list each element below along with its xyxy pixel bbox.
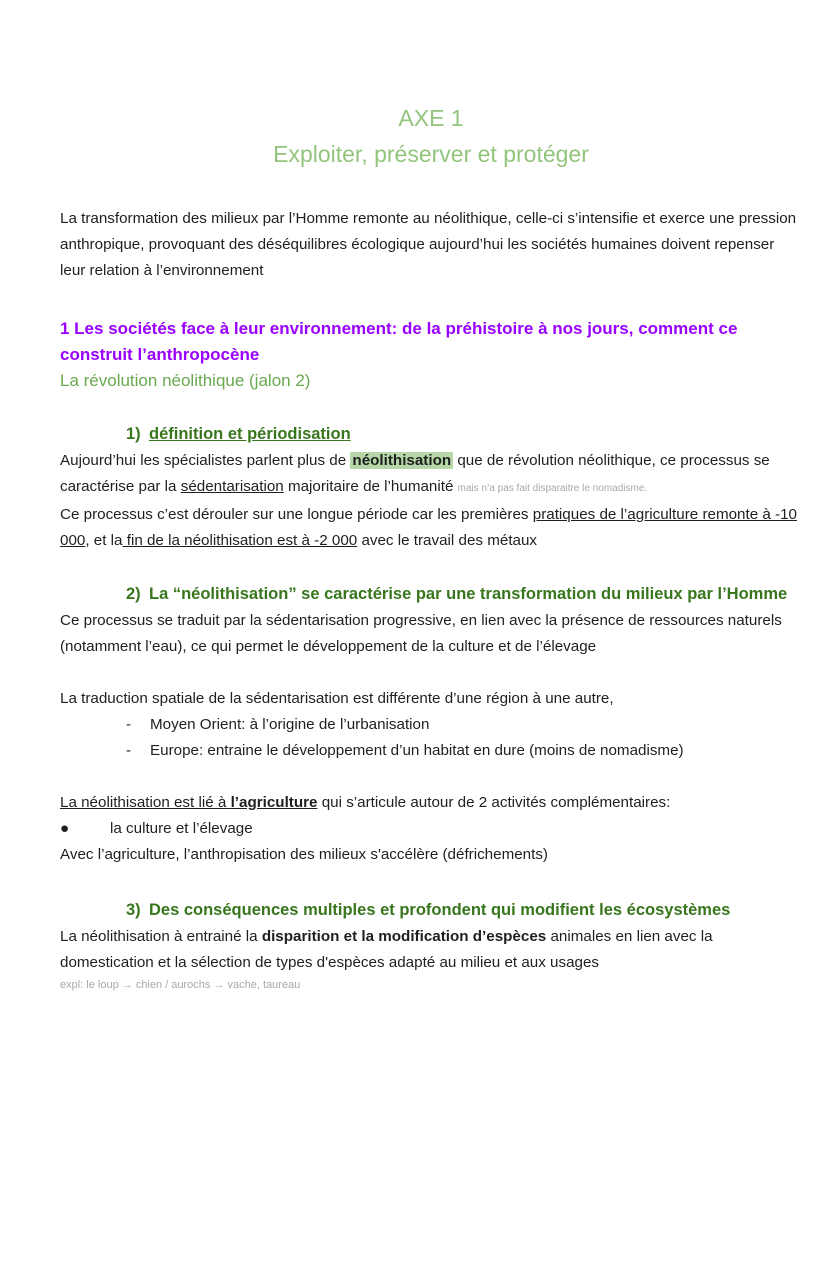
term-sedentarisation: sédentarisation (180, 478, 284, 495)
term-agriculture: l’agriculture (230, 794, 318, 811)
subsection-2-paragraph-4: Avec l’agriculture, l’anthropisation des milieux s'accélère (défrichements) (60, 846, 548, 863)
bullet-icon: ● (60, 820, 70, 837)
subsection-1-number: 1) (126, 425, 141, 443)
subsection-1-title: définition et périodisation (149, 425, 351, 443)
subsection-3-number: 3) (126, 901, 141, 919)
subsection-2-title: La “néolithisation” se caractérise par une transformation du milieux par l’Homme (149, 585, 788, 603)
subsection-3-title: Des conséquences multiples et profondent qui modifient les écosystèmes (149, 901, 731, 919)
axe-heading: AXE 1 (398, 105, 464, 131)
list-item: - Europe: entraine le développement d’un habitat en dure (moins de nomadisme) (126, 742, 684, 759)
page-title: Exploiter, préserver et protéger (273, 141, 589, 167)
term-disparition: disparition et la modification d’espèces (261, 928, 547, 945)
subsection-2-paragraph-1: Ce processus se traduit par la sédentarisation progressive, en lien avec la présence de ressources naturels (notamment l’eau), ce qui permet le développement de la culture et de l’élevage (60, 612, 782, 655)
intro-paragraph: La transformation des milieux par l’Homme remonte au néolithique, celle-ci s’intensifie et exerce une pression anthropique, provoquant des déséquilibres écologique aujourd’hui les sociétés humaines doivent repenser leur relation à l’environnement (60, 210, 797, 279)
section-1-title: 1 Les sociétés face à leur environnement: de la préhistoire à nos jours, comment ce construit l’anthropocène (60, 319, 738, 364)
subsection-3-heading (60, 896, 802, 924)
section-1-subtitle: La révolution néolithique (jalon 2) (60, 371, 311, 390)
subsection-2-paragraph-3: La néolithisation est lié à l’agriculture qui s’articule autour de 2 activités complémentaires: (60, 794, 671, 811)
highlight-neolithisation: néolithisation (352, 452, 452, 469)
subsection-1-heading (60, 420, 802, 448)
subsection-2-number: 2) (126, 585, 141, 603)
subsection-2-paragraph-2: La traduction spatiale de la sédentarisation est différente d’une région à une autre, (60, 690, 614, 707)
subsection-3-paragraph-1: La néolithisation à entrainé la disparition et la modification d’espèces animales en lien avec la domestication et la sélection de types d'espèces adapté au milieu et aux usages (60, 928, 713, 971)
list-item: - Moyen Orient: à l’origine de l’urbanisation (126, 716, 430, 733)
subsection-1-paragraph-2: Ce processus c’est dérouler sur une longue période car les premières pratiques de l’agriculture remonte à -10 000, et la fin de la néolithisation est à -2 000 avec le travail des métaux (60, 506, 797, 549)
document-page (0, 100, 828, 1269)
side-note: mais n’a pas fait disparaitre le nomadisme. (457, 483, 648, 494)
subsection-1-paragraph-1: Aujourd’hui les spécialistes parlent plus de néolithisation que de révolution néolithique, ce processus se caractérise par la sédentarisation majoritaire de l’humanité mais n’a pas fait disparaitre le nomadisme. (60, 452, 770, 495)
example-note: expl: le loup → chien / aurochs → vache, taureau (60, 979, 301, 991)
bullet-item: ● la culture et l’élevage (60, 816, 802, 842)
subsection-2-heading (60, 580, 802, 608)
